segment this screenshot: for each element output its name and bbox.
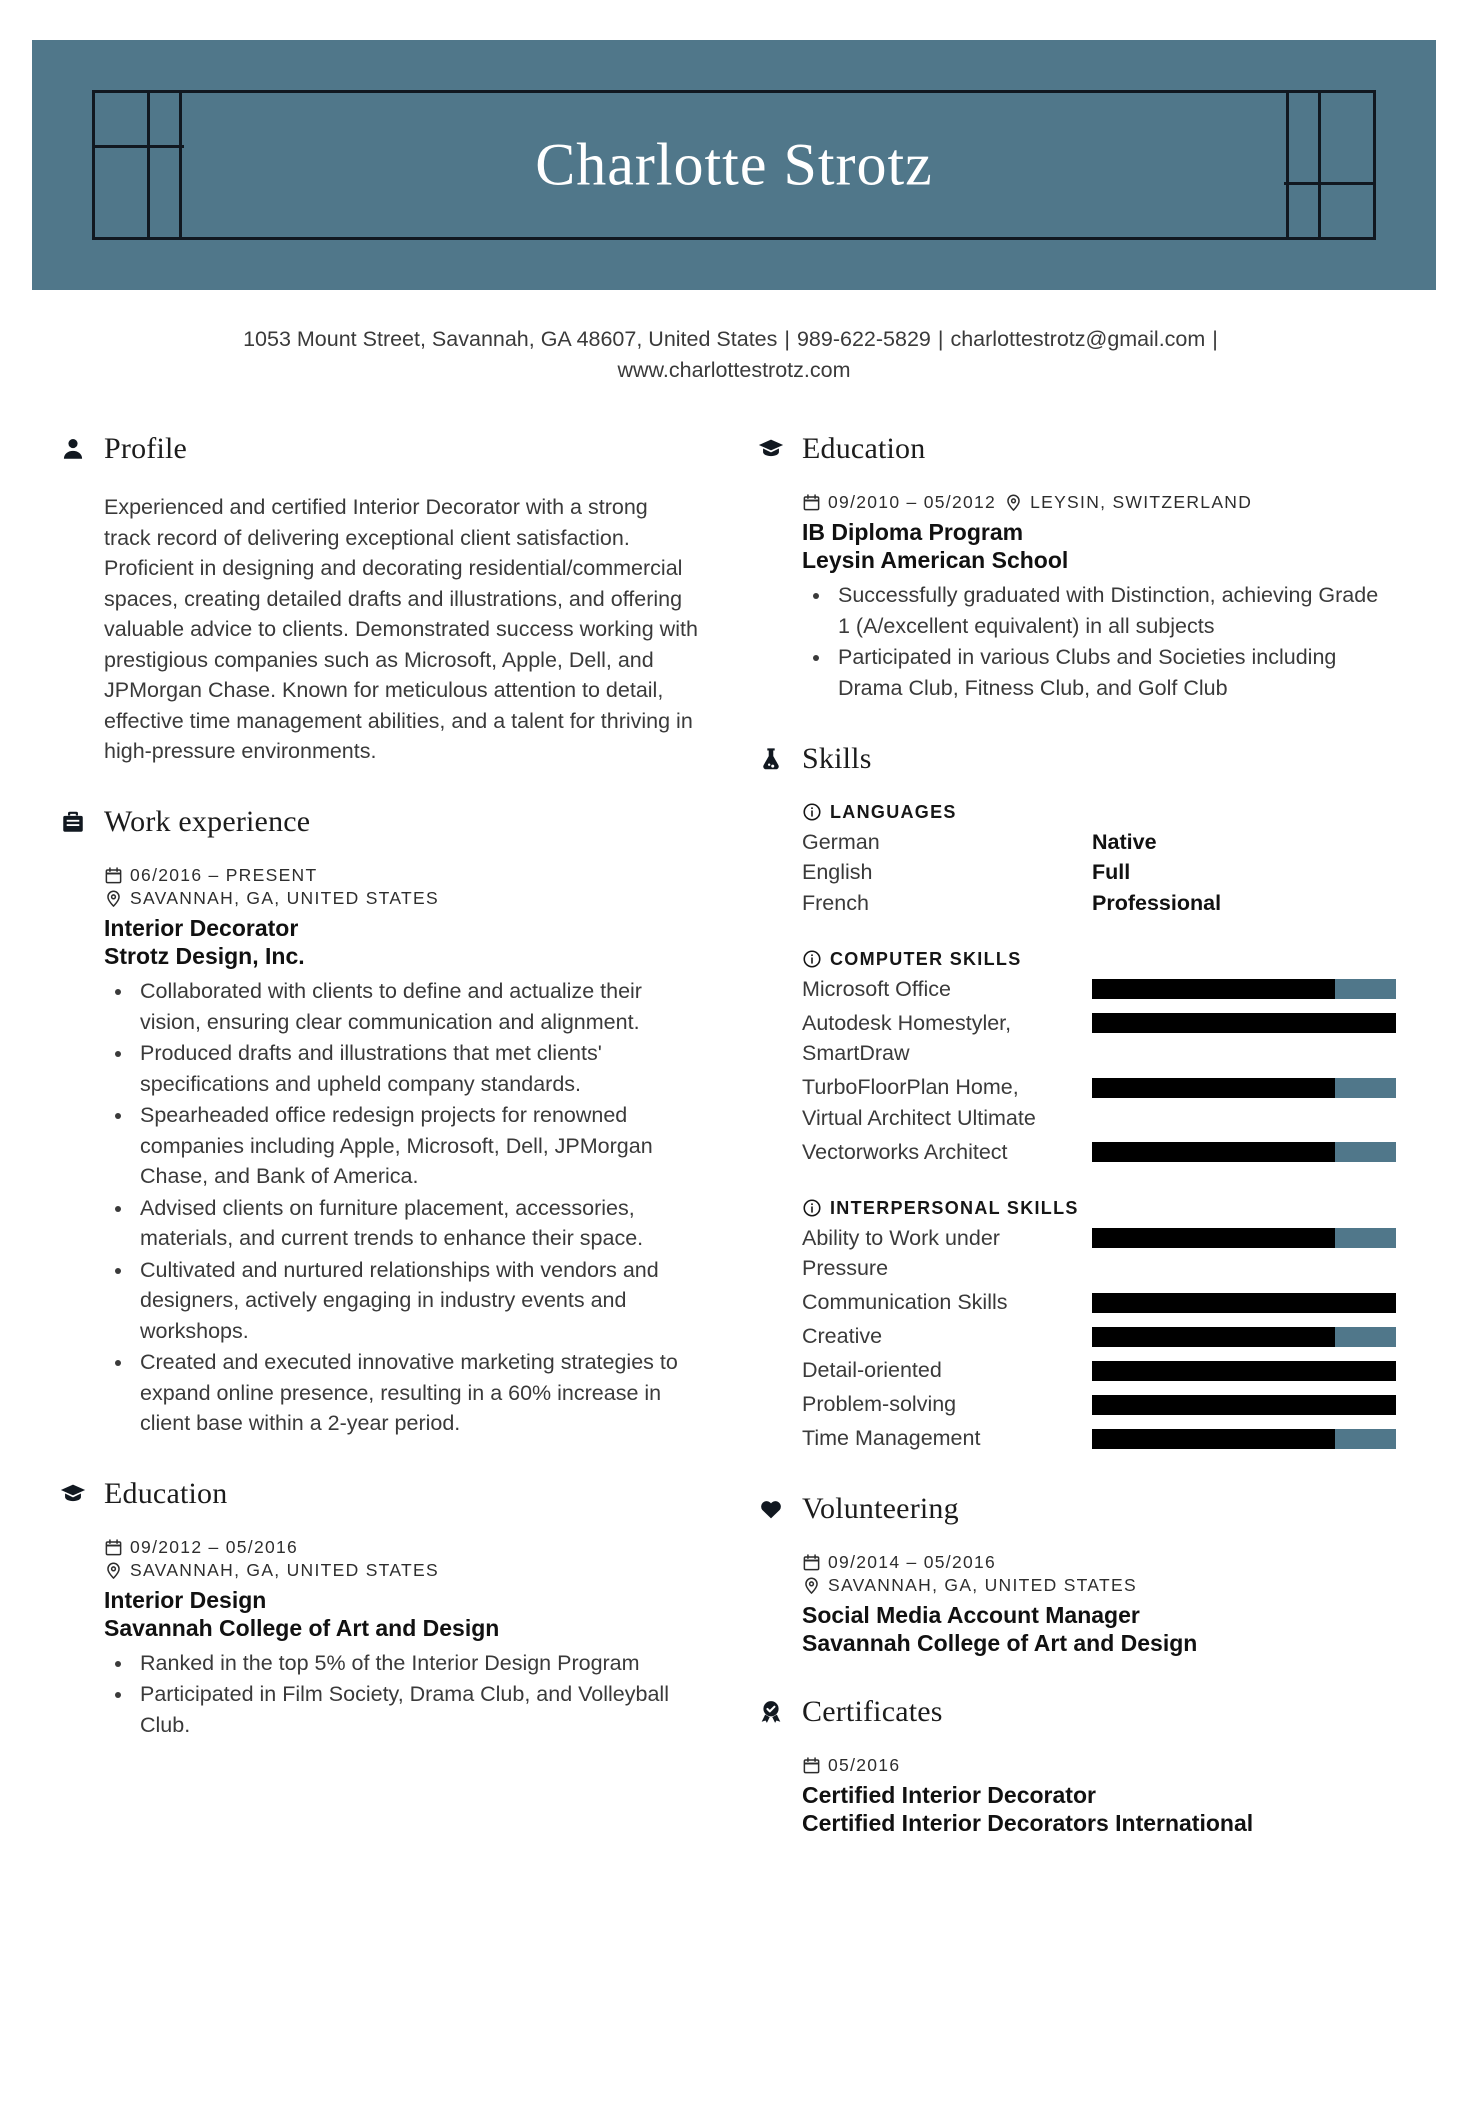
skill-bar-fill [1092, 1293, 1396, 1313]
section-certificates [756, 1695, 1396, 1837]
skill-name: Creative [802, 1324, 883, 1349]
columns-container [58, 432, 1410, 1875]
work-date: 06/2016 – PRESENT [130, 864, 318, 885]
skill-bar-track [1092, 1293, 1396, 1313]
section-body [756, 802, 1396, 1455]
contact-separator: | [937, 327, 944, 351]
education-school: Savannah College of Art and Design [104, 1614, 500, 1641]
work-company: Strotz Design, Inc. [104, 943, 305, 970]
language-name: French [802, 890, 869, 915]
entry-location-row [802, 1575, 1396, 1596]
language-name: English [802, 860, 873, 885]
skill-bar-fill [1092, 979, 1335, 999]
skill-bar-track [1092, 1013, 1396, 1033]
section-title: Certificates [802, 1695, 943, 1729]
list-item: • Collaborated with clients to define and actualize their vision, ensuring clear communication and alignment. [134, 976, 698, 1037]
resume-page [0, 40, 1468, 2116]
graduation-cap-icon [58, 1479, 88, 1509]
education-school: Leysin American School [802, 547, 1069, 574]
info-icon [802, 949, 822, 969]
language-level: Full [1092, 860, 1131, 885]
left-column [58, 432, 698, 1778]
info-icon [802, 1198, 822, 1218]
section-profile [58, 432, 698, 767]
skill-bar-fill [1092, 1013, 1396, 1033]
entry-location-row [104, 1560, 698, 1581]
skill-bar-fill [1092, 1429, 1335, 1449]
work-entry [104, 865, 698, 1439]
volunteering-role: Social Media Account Manager [802, 1602, 1140, 1629]
calendar-icon [802, 493, 821, 512]
list-item: • Ranked in the top 5% of the Interior Design Program [134, 1648, 698, 1679]
list-item: • Successfully graduated with Distinction, achieving Grade 1 (A/excellent equivalent) in all subjects [832, 580, 1396, 641]
section-title: Profile [104, 432, 188, 466]
calendar-icon [802, 1756, 821, 1775]
education-date: 09/2010 – 05/2012 [828, 492, 997, 513]
section-body [58, 1537, 698, 1741]
section-header [58, 432, 698, 466]
certificate-entry [802, 1755, 1396, 1837]
contact-separator: | [784, 327, 790, 351]
contact-line [134, 324, 1334, 386]
volunteering-entry [802, 1552, 1396, 1657]
education-location: SAVANNAH, GA, UNITED STATES [130, 1559, 439, 1580]
map-pin-icon [802, 1576, 821, 1595]
briefcase-icon [58, 807, 88, 837]
calendar-icon [104, 866, 123, 885]
skill-group-header [802, 802, 1396, 823]
skill-group-label: LANGUAGES [830, 801, 957, 822]
map-pin-icon [104, 1561, 123, 1580]
volunteering-location: SAVANNAH, GA, UNITED STATES [828, 1575, 1137, 1596]
certificate-title: Certified Interior Decorator [802, 1782, 1096, 1809]
skill-bar-row [802, 1321, 1396, 1352]
section-title: Volunteering [802, 1492, 959, 1526]
skill-bar-track [1092, 1327, 1396, 1347]
skill-bar-track [1092, 979, 1396, 999]
skill-bar-row [802, 1355, 1396, 1386]
entry-date-row [104, 1537, 698, 1558]
skill-bar-track [1092, 1395, 1396, 1415]
skill-name: TurboFloorPlan Home, Virtual Architect Ultimate [802, 1075, 1036, 1130]
skill-group-label: INTERPERSONAL SKILLS [830, 1197, 1079, 1218]
work-location: SAVANNAH, GA, UNITED STATES [130, 887, 439, 908]
entry-date-row [802, 1552, 1396, 1573]
skill-bar-fill [1092, 1361, 1396, 1381]
list-item: • Advised clients on furniture placement, accessories, materials, and current trends to enhance their space. [134, 1193, 698, 1254]
skill-group-header [802, 1198, 1396, 1219]
skill-bar-row [802, 1008, 1396, 1069]
section-body [756, 492, 1396, 703]
education-bullets [104, 1648, 698, 1741]
entry-date-row [104, 865, 698, 886]
education-location: LEYSIN, SWITZERLAND [1030, 492, 1253, 513]
section-education-right [756, 432, 1396, 703]
calendar-icon [802, 1553, 821, 1572]
language-row [802, 827, 1396, 858]
skill-bar-fill [1092, 1395, 1396, 1415]
skill-bar-row [802, 1223, 1396, 1284]
education-degree: Interior Design [104, 1586, 267, 1613]
map-pin-icon [1004, 493, 1023, 512]
section-body [58, 492, 698, 767]
certificate-issuer: Certified Interior Decorators International [802, 1810, 1254, 1837]
language-level: Native [1092, 829, 1157, 854]
section-education-left [58, 1477, 698, 1741]
section-body [756, 1552, 1396, 1657]
person-icon [58, 434, 88, 464]
education-bullets [802, 580, 1396, 703]
section-volunteering [756, 1492, 1396, 1657]
skill-name: Ability to Work under Pressure [802, 1225, 1000, 1281]
education-date: 09/2012 – 05/2016 [130, 1536, 299, 1557]
contact-separator: | [1212, 327, 1218, 351]
skill-bar-row [802, 1423, 1396, 1454]
skill-bar-fill [1092, 1327, 1335, 1347]
contact-website[interactable]: www.charlottestrotz.com [617, 358, 851, 383]
info-icon [802, 802, 822, 822]
entry-meta-row [802, 492, 1396, 513]
list-item: • Participated in Film Society, Drama Club, and Volleyball Club. [134, 1679, 698, 1740]
language-row [802, 857, 1396, 888]
section-work-experience [58, 805, 698, 1439]
map-pin-icon [104, 889, 123, 908]
section-header [58, 805, 698, 839]
section-body [756, 1755, 1396, 1837]
section-header [756, 1695, 1396, 1729]
education-entry [104, 1537, 698, 1741]
education-degree: IB Diploma Program [802, 519, 1024, 546]
list-item: • Participated in various Clubs and Societies including Drama Club, Fitness Club, and Golf Club [832, 642, 1396, 703]
header-banner [32, 40, 1436, 290]
section-title: Skills [802, 741, 872, 775]
entry-date-row [802, 1755, 1396, 1776]
skill-name: Communication Skills [802, 1290, 1008, 1315]
profile-text: Experienced and certified Interior Decorator with a strong track record of delivering exceptional client satisfaction. Proficient in designing and decorating residential/commercial spaces, creating detailed drafts and illustrations, and offering valuable advice to clients. Demonstrated success working with prestigious companies such as Microsoft, Apple, Dell, and JPMorgan Chase. Known for meticulous attention to detail, effective time management abilities, and a talent for thriving in high-pressure environments. [104, 495, 698, 764]
section-title: Education [802, 432, 926, 466]
list-item: • Produced drafts and illustrations that met clients' specifications and upheld company standards. [134, 1038, 698, 1099]
skill-group-header [802, 949, 1396, 970]
skill-bar-track [1092, 1429, 1396, 1449]
list-item: • Spearheaded office redesign projects for renowned companies including Apple, Microsoft, Dell, JPMorgan Chase, and Bank of America. [134, 1100, 698, 1192]
skill-name: Vectorworks Architect [802, 1139, 1008, 1164]
skill-name: Microsoft Office [802, 976, 951, 1001]
section-header [756, 1492, 1396, 1526]
skill-group-languages [802, 802, 1396, 919]
section-skills [756, 742, 1396, 1455]
contact-email[interactable]: charlottestrotz@gmail.com [950, 327, 1206, 351]
language-name: German [802, 829, 880, 854]
calendar-icon [104, 1538, 123, 1557]
skill-group-label: COMPUTER SKILLS [830, 948, 1022, 969]
section-title: Education [104, 1476, 228, 1510]
skill-bar-track [1092, 1361, 1396, 1381]
right-column [756, 432, 1396, 1875]
section-header [58, 1477, 698, 1511]
skill-bar-row [802, 1072, 1396, 1133]
list-item: • Cultivated and nurtured relationships with vendors and designers, actively engaging in industry events and workshops. [134, 1255, 698, 1347]
language-row [802, 888, 1396, 919]
volunteering-organization: Savannah College of Art and Design [802, 1630, 1198, 1657]
skill-bar-row [802, 1287, 1396, 1318]
award-icon [756, 1697, 786, 1727]
section-header [756, 432, 1396, 466]
skill-bar-track [1092, 1228, 1396, 1248]
skill-group-interpersonal-skills [802, 1198, 1396, 1454]
skill-bar-fill [1092, 1228, 1335, 1248]
section-header [756, 742, 1396, 776]
certificate-date: 05/2016 [828, 1755, 901, 1776]
page-title: Charlotte Strotz [535, 131, 933, 198]
skill-name: Detail-oriented [802, 1358, 942, 1383]
work-job-title: Interior Decorator [104, 914, 299, 941]
skill-bar-row [802, 974, 1396, 1005]
skill-bar-row [802, 1389, 1396, 1420]
skill-bar-fill [1092, 1078, 1335, 1098]
heart-icon [756, 1494, 786, 1524]
graduation-cap-icon [756, 434, 786, 464]
education-entry [802, 492, 1396, 703]
skill-name: Problem-solving [802, 1392, 957, 1417]
language-level: Professional [1092, 890, 1222, 915]
contact-address: 1053 Mount Street, Savannah, GA 48607, United States [243, 327, 778, 351]
skill-bar-fill [1092, 1142, 1335, 1162]
section-title: Work experience [104, 804, 311, 838]
volunteering-date: 09/2014 – 05/2016 [828, 1552, 997, 1573]
skill-bar-track [1092, 1142, 1396, 1162]
contact-phone[interactable]: 989-622-5829 [796, 327, 931, 351]
skill-name: Time Management [802, 1426, 981, 1451]
skill-bar-track [1092, 1078, 1396, 1098]
skill-name: Autodesk Homestyler, SmartDraw [802, 1010, 1012, 1066]
skill-bar-row [802, 1137, 1396, 1168]
skill-group-computer-skills [802, 949, 1396, 1168]
entry-location-row [104, 888, 698, 909]
section-body [58, 865, 698, 1439]
list-item: • Created and executed innovative marketing strategies to expand online presence, resulting in a 60% increase in client base within a 2-year period. [134, 1347, 698, 1439]
work-bullets [104, 976, 698, 1439]
flask-icon [756, 744, 786, 774]
